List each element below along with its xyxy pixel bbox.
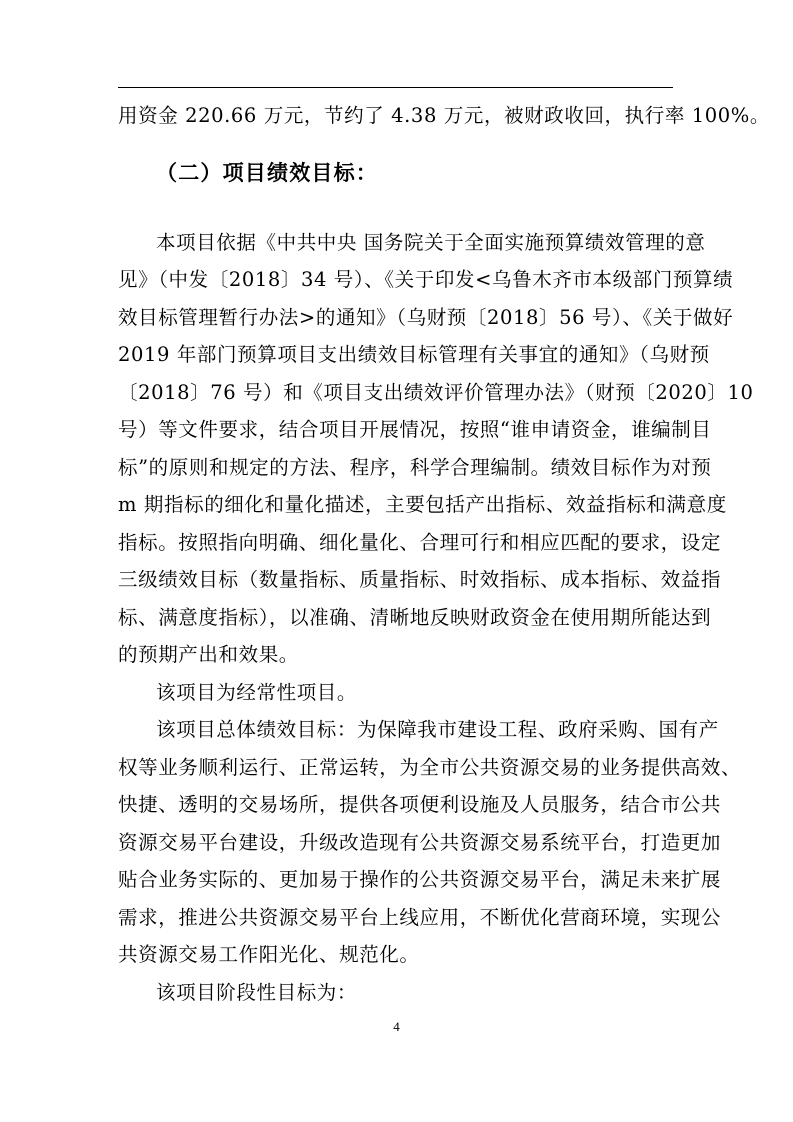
- paragraph-line: 该项目为经常性项目。: [156, 681, 358, 704]
- paragraph-line: m 期指标的细化和量化描述，主要包括产出指标、效益指标和满意度: [118, 493, 727, 516]
- paragraph-line: 2019 年部门预算项目支出绩效目标管理有关事宜的通知》（乌财预: [118, 343, 710, 366]
- paragraph-line: 快捷、透明的交易场所，提供各项便利设施及人员服务，结合市公共: [118, 793, 722, 816]
- paragraph-line: 号）等文件要求，结合项目开展情况，按照“谁申请资金，谁编制目: [118, 418, 712, 441]
- section-heading: （二）项目绩效目标：: [156, 160, 378, 185]
- paragraph-line: 的预期产出和效果。: [118, 643, 299, 666]
- paragraph-line: 该项目阶段性目标为：: [156, 981, 358, 1004]
- paragraph-line: 该项目总体绩效目标：为保障我市建设工程、政府采购、国有产: [156, 718, 719, 741]
- paragraph-line: 效目标管理暂行办法>的通知》（乌财预〔2018〕56 号）、《关于做好: [118, 306, 734, 329]
- paragraph-line: 需求，推进公共资源交易平台上线应用，不断优化营商环境，实现公: [118, 906, 722, 929]
- page-number: 4: [393, 1019, 400, 1034]
- paragraph-line: 本项目依据《中共中央 国务院关于全面实施预算绩效管理的意: [156, 231, 706, 254]
- paragraph-line: 指标。按照指向明确、细化量化、合理可行和相应匹配的要求，设定: [118, 531, 722, 554]
- paragraph-line: 标”的原则和规定的方法、程序，科学合理编制。绩效目标作为对预: [118, 456, 712, 479]
- header-rule: [118, 87, 673, 88]
- paragraph-line: 共资源交易工作阳光化、规范化。: [118, 943, 420, 966]
- paragraph-line: 见》（中发〔2018〕34 号）、《关于印发<乌鲁木齐市本级部门预算绩: [118, 268, 734, 291]
- paragraph-line: 资源交易平台建设，升级改造现有公共资源交易系统平台，打造更加: [118, 831, 722, 854]
- paragraph-line: 标、满意度指标），以准确、清晰地反映财政资金在使用期所能达到: [118, 606, 712, 629]
- paragraph-line: 贴合业务实际的、更加易于操作的公共资源交易平台，满足未来扩展: [118, 868, 722, 891]
- paragraph-line: 三级绩效目标（数量指标、质量指标、时效指标、成本指标、效益指: [118, 568, 722, 591]
- intro-line: 用资金 220.66 万元，节约了 4.38 万元，被财政收回，执行率 100%。: [118, 104, 770, 127]
- paragraph-line: 权等业务顺利运行、正常运转，为全市公共资源交易的业务提供高效、: [118, 756, 742, 779]
- paragraph-line: 〔2018〕76 号）和《项目支出绩效评价管理办法》（财预〔2020〕10: [118, 381, 754, 404]
